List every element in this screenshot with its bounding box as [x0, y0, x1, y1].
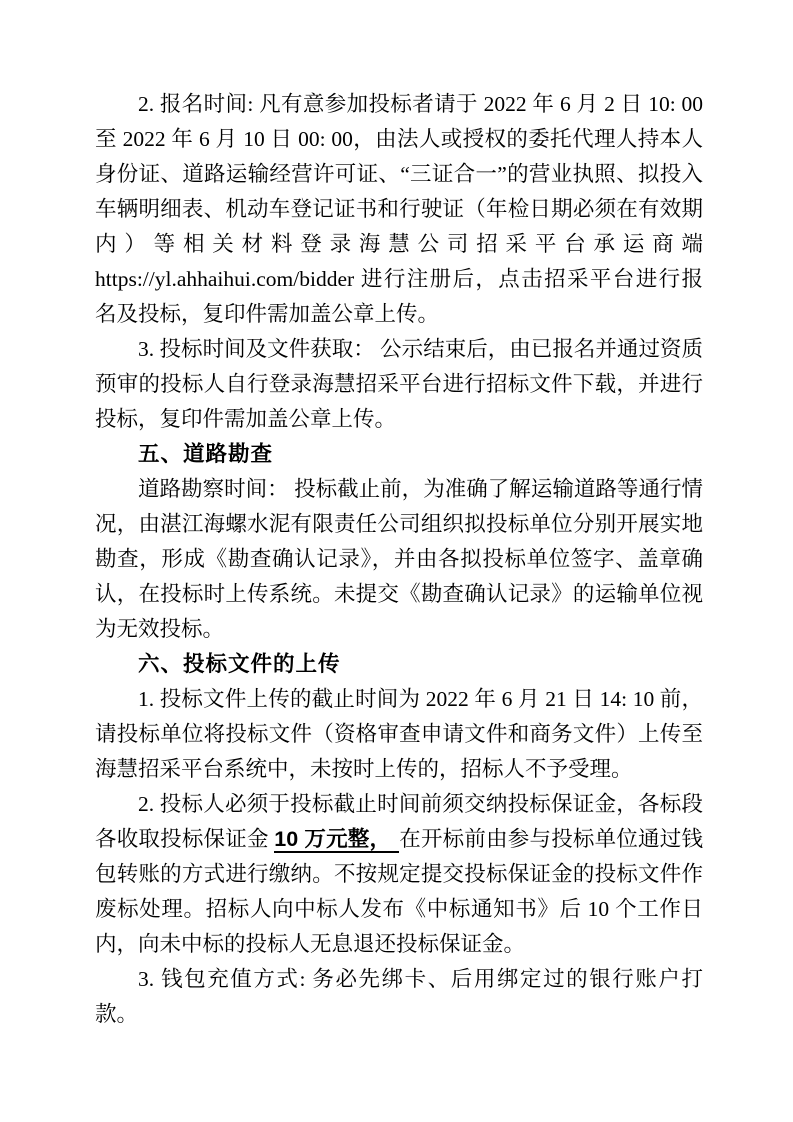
text-run: 2. 投标人必须于投标截止时间前须交纳投标保证金，各标段各收取投标保证金 [95, 792, 703, 851]
para-road-survey-details [95, 472, 703, 647]
para-registration-time [95, 87, 709, 332]
text-run: 在开标前由参与投标单位通过钱包转账的方式进行缴纳。不按规定提交投标保证金的投标文件作废标处理。招标人向中标人发布《中标通知书》后 10 个工作日内，向未中标的投标人无息退还投标保证金。 [95, 827, 703, 956]
text-run: 1. 投标文件上传的截止时间为 2022 年 6 月 21 日 14: 10 前，请投标单位将投标文件（资格审查申请文件和商务文件）上传至海慧招采平台系统中，未按时上传的，招标人不予受理。 [95, 687, 703, 781]
text-run: 2. 报名时间: 凡有意参加投标者请于 2022 年 6 月 2 日 10: 00 至 2022 年 6 月 10 日 00: 00，由法人或授权的委托代理人持本人身份证、道路运输经营许可证、“三证合一”的营业执照、拟投入车辆明细表、机动车登记证书和行驶证（年检日期必须在有效期内）等相关材料登录海慧公司招采平台承运商端 https://yl.ahhaihui.com/bidder 进行注册后，点击招采平台进行报名及投标，复印件需加盖公章上传。 [95, 92, 709, 326]
section-heading-road-survey: 五、道路勘查 [138, 442, 274, 466]
text-run: 3. 投标时间及文件获取： 公示结束后，由已报名并通过资质预审的投标人自行登录海慧招采平台进行招标文件下载，并进行投标，复印件需加盖公章上传。 [95, 337, 703, 431]
deposit-amount-emphasis: 10 万元整， [274, 827, 399, 853]
section-heading-bid-document-upload: 六、投标文件的上传 [138, 652, 341, 676]
para-wallet-recharge [95, 962, 703, 1032]
para-bid-deposit [95, 787, 703, 962]
text-run: 道路勘察时间： 投标截止前，为准确了解运输道路等通行情况，由湛江海螺水泥有限责任公司组织拟投标单位分别开展实地勘查，形成《勘查确认记录》，并由各拟投标单位签字、盖章确认，在投标时上传系统。未提交《勘查确认记录》的运输单位视为无效投标。 [95, 477, 703, 641]
para-upload-deadline [95, 682, 703, 787]
para-bid-time-and-file-acquisition [95, 332, 703, 437]
text-run: 3. 钱包充值方式: 务必先绑卡、后用绑定过的银行账户打款。 [95, 967, 703, 1026]
